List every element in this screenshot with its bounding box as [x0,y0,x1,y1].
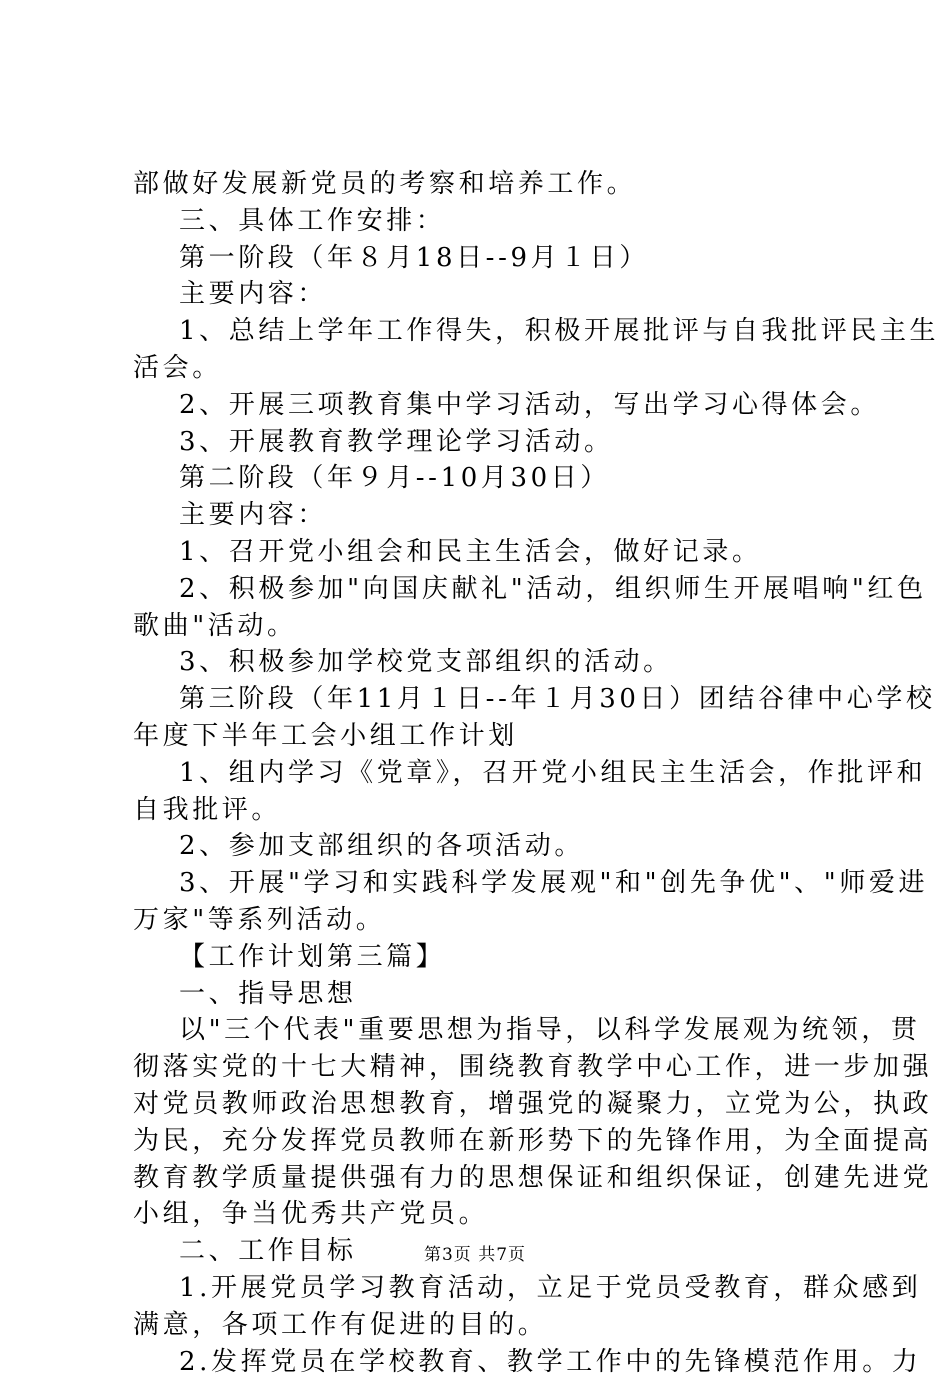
page-footer: 第3页 共7页 [0,1244,950,1266]
text-line: 彻落实党的十七大精神，围绕教育教学中心工作，进一步加强 [133,1049,833,1086]
text-line: 部做好发展新党员的考察和培养工作。 [133,166,833,203]
text-line: 三、具体工作安排： [133,203,833,240]
text-line: 【工作计划第三篇】 [133,939,833,976]
text-line: 小组，争当优秀共产党员。 [133,1196,833,1233]
text-line: 3、积极参加学校党支部组织的活动。 [133,644,833,681]
text-line: 3、开展"学习和实践科学发展观"和"创先争优"、"师爱进 [133,865,833,902]
text-line: 主要内容： [133,497,833,534]
text-line: 第一阶段（年８月18日--9月１日） [133,240,833,277]
text-line: 1、召开党小组会和民主生活会，做好记录。 [133,534,833,571]
text-line: 主要内容： [133,276,833,313]
text-line: 以"三个代表"重要思想为指导，以科学发展观为统领，贯 [133,1012,833,1049]
text-line: 二、工作目标 [133,1233,833,1270]
document-body [133,166,833,1380]
text-line: 2.发挥党员在学校教育、教学工作中的先锋模范作用。力 [133,1344,833,1380]
text-line: 2、积极参加"向国庆献礼"活动，组织师生开展唱响"红色 [133,571,833,608]
text-line: 2、开展三项教育集中学习活动，写出学习心得体会。 [133,387,833,424]
text-line: 歌曲"活动。 [133,608,833,645]
text-line: 万家"等系列活动。 [133,902,833,939]
text-line: 2、参加支部组织的各项活动。 [133,828,833,865]
text-line: 活会。 [133,350,833,387]
text-line: 1、组内学习《党章》，召开党小组民主生活会，作批评和 [133,755,833,792]
text-line: 满意，各项工作有促进的目的。 [133,1307,833,1344]
text-line: 对党员教师政治思想教育，增强党的凝聚力，立党为公，执政 [133,1086,833,1123]
text-line: 年度下半年工会小组工作计划 [133,718,833,755]
text-line: 自我批评。 [133,792,833,829]
text-line: 1.开展党员学习教育活动，立足于党员受教育，群众感到 [133,1270,833,1307]
text-line: 1、总结上学年工作得失，积极开展批评与自我批评民主生 [133,313,833,350]
text-line: 为民，充分发挥党员教师在新形势下的先锋作用，为全面提高 [133,1123,833,1160]
text-line: 3、开展教育教学理论学习活动。 [133,424,833,461]
text-line: 第三阶段（年11月１日--年１月30日）团结谷律中心学校 [133,681,833,718]
text-line: 一、指导思想 [133,976,833,1013]
text-line: 第二阶段（年９月--10月30日） [133,460,833,497]
text-line: 教育教学质量提供强有力的思想保证和组织保证，创建先进党 [133,1160,833,1197]
